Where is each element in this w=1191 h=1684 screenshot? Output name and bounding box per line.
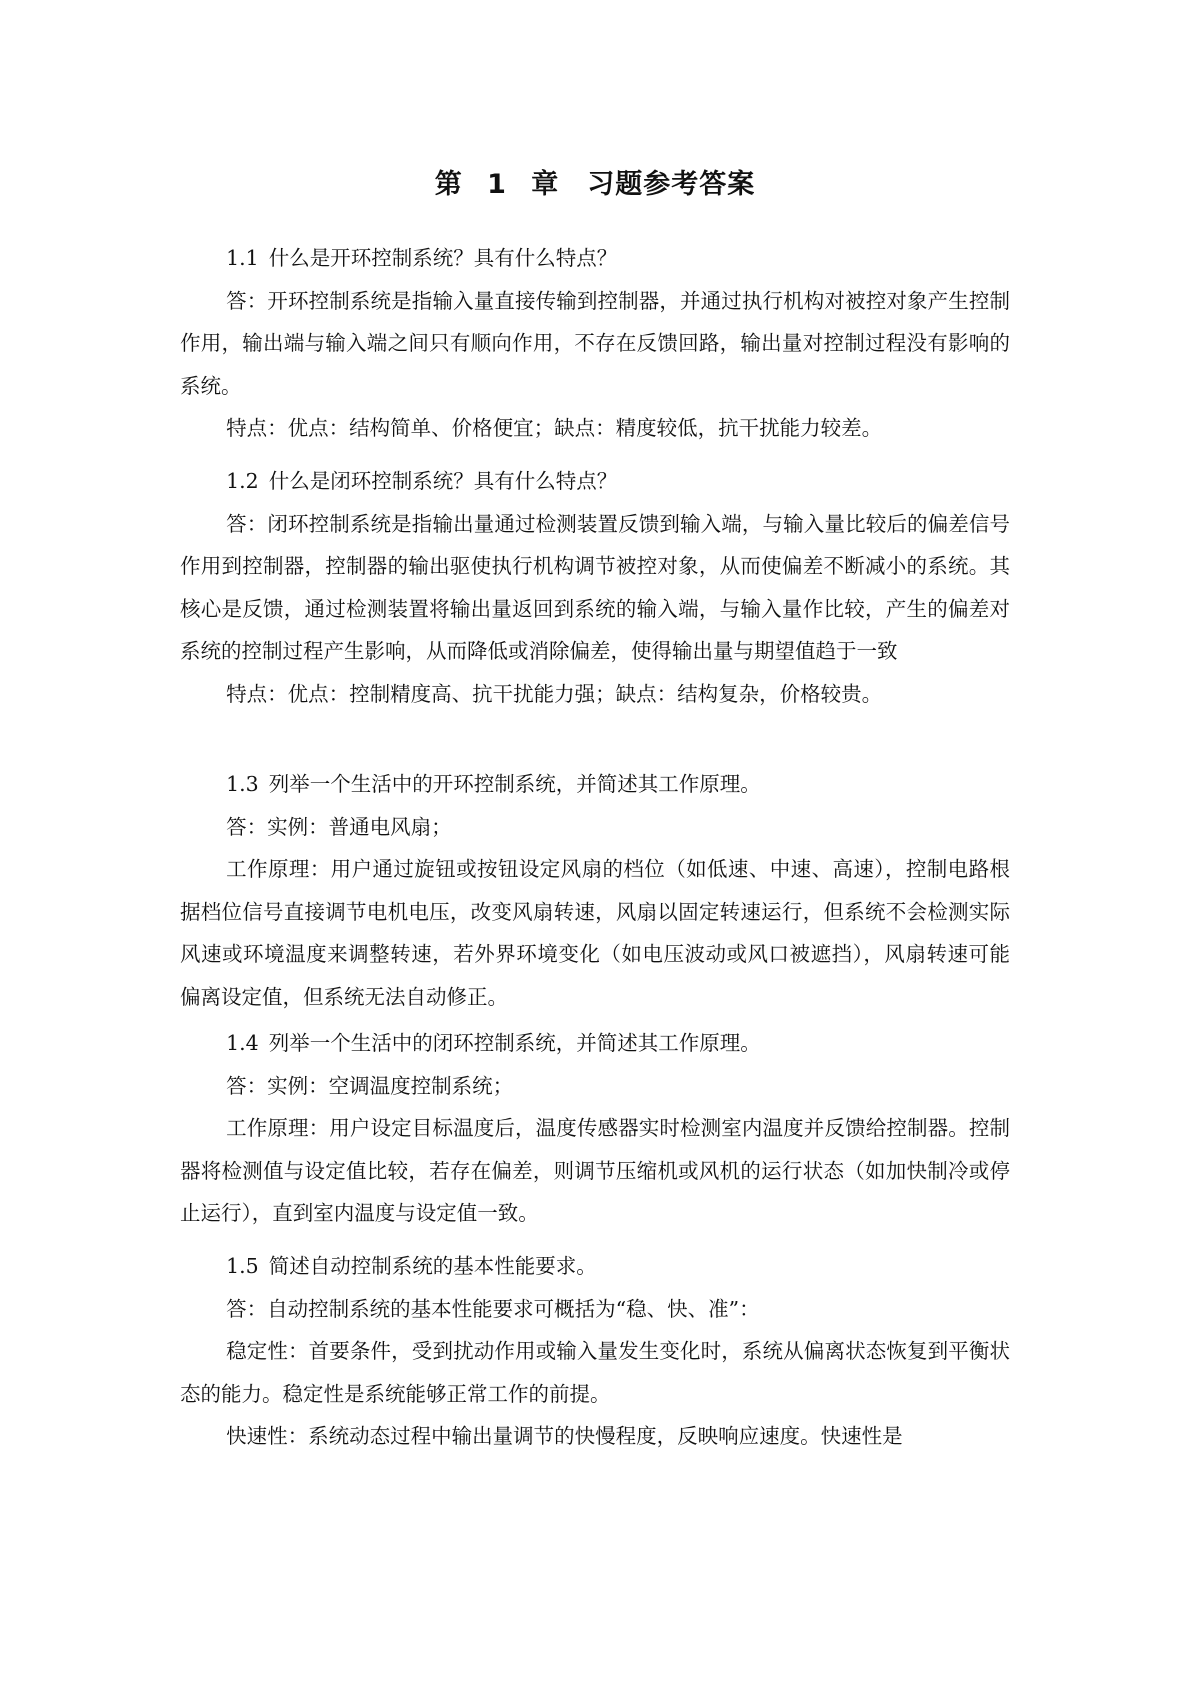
question-section-1-1 (180, 237, 1010, 450)
answer-paragraph: 答：自动控制系统的基本性能要求可概括为“稳、快、准”： (226, 1296, 760, 1321)
question-section-1-4 (180, 1022, 1010, 1235)
stability-paragraph: 稳定性：首要条件，受到扰动作用或输入量发生变化时，系统从偏离状态恢复到平衡状态的能力。稳定性是系统能够正常工作的前提。 (180, 1339, 1010, 1406)
question-text: 简述自动控制系统的基本性能要求。 (268, 1254, 597, 1278)
question-number: 1.1 (226, 246, 259, 270)
question-heading (180, 1245, 1010, 1288)
question-section-1-3 (180, 763, 1010, 1018)
principle-paragraph: 工作原理：用户通过旋钮或按钮设定风扇的档位（如低速、中速、高速），控制电路根据档位信号直接调节电机电压，改变风扇转速，风扇以固定转速运行，但系统不会检测实际风速或环境温度来调整转速，若外界环境变化（如电压波动或风口被遮挡），风扇转速可能偏离设定值，但系统无法自动修正。 (180, 857, 1010, 1009)
question-section-1-2 (180, 460, 1010, 715)
principle-paragraph: 工作原理：用户设定目标温度后，温度传感器实时检测室内温度并反馈给控制器。控制器将检测值与设定值比较，若存在偏差，则调节压缩机或风机的运行状态（如加快制冷或停止运行），直到室内温度与设定值一致。 (180, 1116, 1010, 1225)
answer-paragraph: 答：闭环控制系统是指输出量通过检测装置反馈到输入端，与输入量比较后的偏差信号作用到控制器，控制器的输出驱使执行机构调节被控对象，从而使偏差不断减小的系统。其核心是反馈，通过检测装置将输出量返回到系统的输入端，与输入量作比较，产生的偏差对系统的控制过程产生影响，从而降低或消除偏差，使得输出量与期望值趋于一致 (180, 511, 1010, 663)
question-section-1-5 (180, 1245, 1010, 1458)
question-number: 1.4 (226, 1031, 259, 1055)
question-number: 1.3 (226, 772, 259, 796)
answer-paragraph: 答：实例：普通电风扇； (226, 814, 452, 839)
question-number: 1.2 (226, 469, 259, 493)
features-paragraph: 特点：优点：结构简单、价格便宜；缺点：精度较低，抗干扰能力较差。 (226, 416, 883, 440)
question-text: 什么是开环控制系统？具有什么特点？ (268, 246, 618, 270)
answer-paragraph: 答：实例：空调温度控制系统； (226, 1073, 514, 1098)
speed-paragraph: 快速性：系统动态过程中输出量调节的快慢程度，反映响应速度。快速性是 (226, 1424, 903, 1448)
features-paragraph: 特点：优点：控制精度高、抗干扰能力强；缺点：结构复杂，价格较贵。 (226, 681, 883, 706)
chapter-title: 第 1 章 习题参考答案 (434, 169, 756, 200)
question-heading (180, 763, 1010, 806)
question-text: 列举一个生活中的开环控制系统，并简述其工作原理。 (268, 772, 761, 796)
question-text: 什么是闭环控制系统？具有什么特点？ (268, 469, 618, 493)
question-heading (180, 1022, 1010, 1065)
question-text: 列举一个生活中的闭环控制系统，并简述其工作原理。 (268, 1031, 761, 1055)
answer-paragraph: 答：开环控制系统是指输入量直接传输到控制器，并通过执行机构对被控对象产生控制作用，输出端与输入端之间只有顺向作用，不存在反馈回路，输出量对控制过程没有影响的系统。 (180, 288, 1010, 398)
question-heading (180, 460, 1010, 503)
question-number: 1.5 (226, 1254, 259, 1278)
question-heading (180, 237, 1010, 280)
